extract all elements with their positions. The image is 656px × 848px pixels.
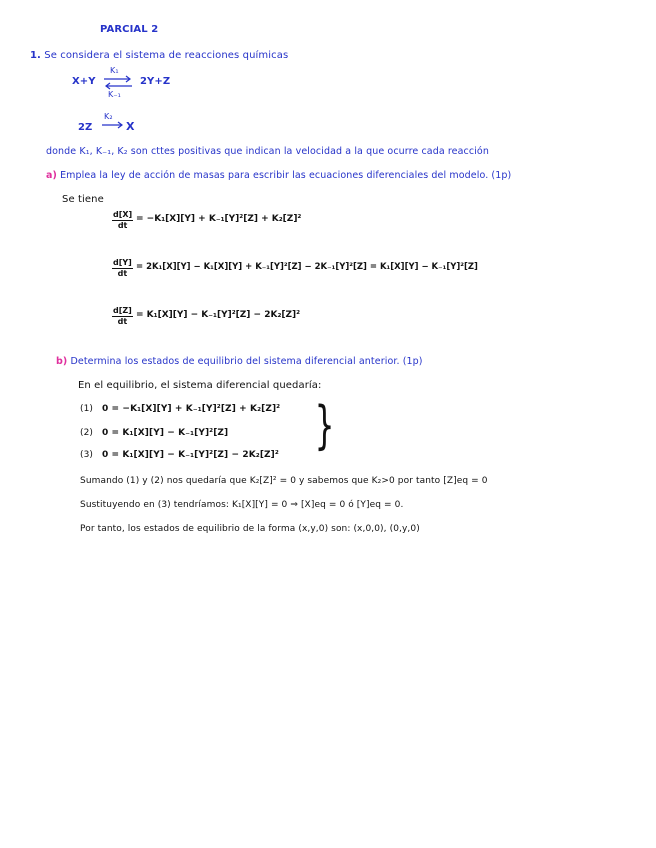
dx-dt-rhs: = −K₁[X][Y] + K₋₁[Y]²[Z] + K₂[Z]² [136,214,302,224]
part-b-text: Determina los estados de equilibrio del sistema diferencial anterior. (1p) [70,356,423,367]
reaction-1-lhs: X+Y [72,76,96,87]
constants-note: donde K₁, K₋₁, K₂ son cttes positivas que indican la velocidad a la que ocurre cada reacción [46,146,489,157]
problem-statement-text: Se considera el sistema de reacciones químicas [44,50,289,61]
dy-dt-rhs: = 2K₁[X][Y] − K₁[X][Y] + K₋₁[Y]²[Z] − 2K₋₁[Y]²[Z] = K₁[X][Y] − K₋₁[Y]²[Z] [136,262,478,272]
dz-dt-rhs: = K₁[X][Y] − K₋₁[Y]²[Z] − 2K₂[Z]² [136,310,301,320]
eq-2-tag: (2) [80,428,94,438]
part-b-statement [56,356,423,367]
part-a-text: Emplea la ley de acción de masas para escribir las ecuaciones diferenciales del modelo. (1p) [60,170,512,181]
dz-denominator: dt [117,317,128,326]
dx-denominator: dt [117,221,128,230]
part-a-intro: Se tiene [62,194,104,205]
part-b-intro: En el equilibrio, el sistema diferencial quedaría: [78,380,322,391]
k-forward-label: K₁ [110,66,119,75]
eq-1-expr: 0 = −K₁[X][Y] + K₋₁[Y]²[Z] + K₂[Z]² [101,404,281,414]
dz-dt-fraction [112,306,133,327]
dx-numerator: d[X] [113,210,133,219]
reaction-2-rhs: X [126,120,135,133]
equilibrium-eq-3 [80,450,279,460]
equilibrium-eq-2 [80,428,228,438]
dz-numerator: d[Z] [113,306,132,315]
substitution-line: Sustituyendo en (3) tendríamos: K₁[X][Y] = 0 ⇒ [X]eq = 0 ó [Y]eq = 0. [80,500,404,510]
part-a-label: a) [46,170,57,181]
reaction-1-rhs: 2Y+Z [140,76,171,87]
conclusion-line: Por tanto, los estados de equilibrio de la forma (x,y,0) son: (x,0,0), (0,y,0) [80,524,420,534]
dy-dt-fraction [112,258,133,279]
page-title: PARCIAL 2 [100,24,159,35]
eq-3-expr: 0 = K₁[X][Y] − K₋₁[Y]²[Z] − 2K₂[Z]² [101,450,279,460]
problem-statement [30,50,288,61]
eq-2-expr: 0 = K₁[X][Y] − K₋₁[Y]²[Z] [101,428,229,438]
eq-1-tag: (1) [80,404,94,414]
dx-dt-fraction [112,210,133,231]
part-b-label: b) [56,356,68,367]
k-backward-label: K₋₁ [108,90,121,99]
dy-numerator: d[Y] [113,258,132,267]
equilibrium-eq-1 [80,404,280,414]
sum-line: Sumando (1) y (2) nos quedaría que K₂[Z]² = 0 y sabemos que K₂>0 por tanto [Z]eq = 0 [80,476,488,486]
k2-label: K₂ [104,112,113,121]
part-a-statement [46,170,511,181]
reaction-2-lhs: 2Z [78,122,93,133]
eq-3-tag: (3) [80,450,94,460]
problem-number: 1. [30,50,41,61]
dy-denominator: dt [117,269,128,278]
system-brace: } [314,396,335,456]
